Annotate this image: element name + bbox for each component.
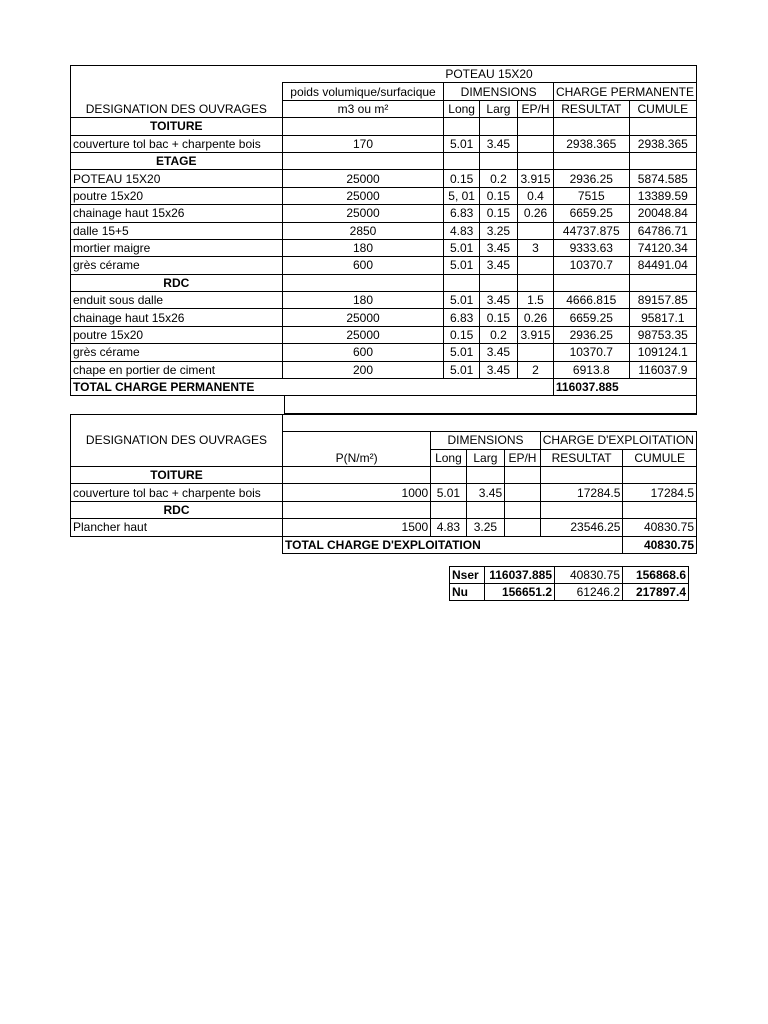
long-cell: 5.01 (444, 361, 479, 378)
resultat-cell: 2938.365 (553, 135, 629, 152)
cumule-cell: 74120.34 (629, 239, 696, 256)
designation-cell: mortier maigre (71, 239, 283, 256)
ep-cell: 3 (518, 239, 554, 256)
resultat-cell: 6659.25 (553, 205, 629, 222)
table-row (71, 484, 697, 501)
total-exploitation-label: TOTAL CHARGE D'EXPLOITATION (283, 536, 623, 553)
cumule-cell: 109124.1 (629, 344, 696, 361)
larg-cell: 0.15 (479, 309, 517, 326)
larg-cell: 3.45 (479, 239, 517, 256)
nser-q: 40830.75 (555, 567, 623, 584)
designation-cell: chainage haut 15x26 (71, 309, 283, 326)
header-ep: EP/H (518, 100, 554, 117)
header-blank (71, 66, 283, 83)
long-cell: 6.83 (444, 205, 479, 222)
empty-cell (479, 152, 517, 169)
table-row (450, 584, 689, 601)
p-cell: 1000 (283, 484, 431, 501)
poids-cell: 170 (282, 135, 444, 152)
long-cell: 5.01 (444, 292, 479, 309)
section-toiture: TOITURE (71, 466, 283, 483)
empty-cell (282, 118, 444, 135)
long-cell: 6.83 (444, 309, 479, 326)
long-cell: 5.01 (444, 239, 479, 256)
table-title: POTEAU 15X20 (282, 66, 696, 83)
designation-cell: poutre 15x20 (71, 326, 283, 343)
poids-cell: 600 (282, 344, 444, 361)
resultat-cell: 2936.25 (553, 170, 629, 187)
cumule-cell: 98753.35 (629, 326, 696, 343)
poids-cell: 2850 (282, 222, 444, 239)
empty-cell (553, 118, 629, 135)
larg-cell: 3.45 (479, 257, 517, 274)
cumule-cell: 5874.585 (629, 170, 696, 187)
ep-cell (518, 135, 554, 152)
p-cell: 1500 (283, 519, 431, 536)
cumule-cell: 13389.59 (629, 187, 696, 204)
ep-cell (505, 519, 541, 536)
cumule-cell: 40830.75 (623, 519, 697, 536)
nu-label: Nu (450, 584, 485, 601)
header-blank (283, 432, 431, 449)
larg-cell: 3.45 (479, 135, 517, 152)
designation-cell: couverture tol bac + charpente bois (71, 135, 283, 152)
empty-cell (553, 152, 629, 169)
long-cell: 5.01 (444, 135, 479, 152)
cumule-cell: 89157.85 (629, 292, 696, 309)
header-cumule: CUMULE (629, 100, 696, 117)
spacer-cell (285, 396, 697, 413)
empty-cell (518, 152, 554, 169)
header-resultat: RESULTAT (553, 100, 629, 117)
table-row (71, 239, 697, 256)
header-long: Long (431, 449, 466, 466)
cumule-cell: 20048.84 (629, 205, 696, 222)
resultat-cell: 10370.7 (553, 257, 629, 274)
designation-cell: chape en portier de ciment (71, 361, 283, 378)
resultat-cell: 7515 (553, 187, 629, 204)
ep-cell (518, 257, 554, 274)
long-cell: 4.83 (444, 222, 479, 239)
section-rdc: RDC (71, 501, 283, 518)
table-row (71, 326, 697, 343)
header-ep: EP/H (505, 449, 541, 466)
table-row (71, 135, 697, 152)
larg-cell: 3.25 (479, 222, 517, 239)
ep-cell: 1.5 (518, 292, 554, 309)
poids-cell: 600 (282, 257, 444, 274)
header-dimensions: DIMENSIONS (431, 432, 541, 449)
larg-cell: 3.45 (479, 361, 517, 378)
cumule-cell: 2938.365 (629, 135, 696, 152)
header-designation: DESIGNATION DES OUVRAGES (71, 100, 283, 117)
header-resultat: RESULTAT (540, 449, 623, 466)
larg-cell: 0.15 (479, 187, 517, 204)
header-larg: Larg (479, 100, 517, 117)
header-charge-exploitation: CHARGE D'EXPLOITATION (540, 432, 696, 449)
designation-cell: POTEAU 15X20 (71, 170, 283, 187)
designation-cell: poutre 15x20 (71, 187, 283, 204)
table-row (71, 257, 697, 274)
header-dimensions: DIMENSIONS (444, 83, 553, 100)
nser-label: Nser (450, 567, 485, 584)
empty-cell (282, 274, 444, 291)
empty-cell (629, 118, 696, 135)
long-cell: 5.01 (444, 344, 479, 361)
empty-cell (553, 274, 629, 291)
cumule-cell: 17284.5 (623, 484, 697, 501)
designation-cell: chainage haut 15x26 (71, 205, 283, 222)
resultat-cell: 6913.8 (553, 361, 629, 378)
empty-cell (444, 152, 479, 169)
section-row (71, 118, 697, 135)
designation-cell: dalle 15+5 (71, 222, 283, 239)
poids-cell: 25000 (282, 170, 444, 187)
spacer-table (70, 396, 697, 413)
larg-cell: 3.25 (466, 519, 505, 536)
header-blank (283, 414, 697, 431)
cumule-cell: 84491.04 (629, 257, 696, 274)
header-designation: DESIGNATION DES OUVRAGES (71, 432, 283, 449)
ep-cell (518, 222, 554, 239)
ep-cell (518, 344, 554, 361)
poids-cell: 25000 (282, 326, 444, 343)
long-cell: 0.15 (444, 170, 479, 187)
larg-cell: 3.45 (479, 292, 517, 309)
designation-cell: grès cérame (71, 344, 283, 361)
total-exploitation-value: 40830.75 (623, 536, 697, 553)
empty-cell (283, 466, 431, 483)
resultat-cell: 23546.25 (540, 519, 623, 536)
table-row (71, 344, 697, 361)
table-row (450, 567, 689, 584)
cumule-cell: 95817.1 (629, 309, 696, 326)
exploitation-load-table (70, 414, 697, 554)
header-long: Long (444, 100, 479, 117)
resultat-cell: 6659.25 (553, 309, 629, 326)
header-cumule: CUMULE (623, 449, 697, 466)
table-row (71, 519, 697, 536)
header-blank (71, 414, 283, 431)
poids-cell: 25000 (282, 205, 444, 222)
ep-cell: 3.915 (518, 326, 554, 343)
designation-cell: Plancher haut (71, 519, 283, 536)
ep-cell (505, 484, 541, 501)
poids-cell: 180 (282, 239, 444, 256)
resultat-cell: 10370.7 (553, 344, 629, 361)
nu-total: 217897.4 (623, 584, 689, 601)
section-row (71, 152, 697, 169)
header-poids: poids volumique/surfacique (282, 83, 444, 100)
empty-cell (479, 274, 517, 291)
total-permanente-label: TOTAL CHARGE PERMANENTE (71, 379, 554, 396)
empty-cell (518, 274, 554, 291)
long-cell: 4.83 (431, 519, 466, 536)
table-row (71, 292, 697, 309)
resultat-cell: 17284.5 (540, 484, 623, 501)
long-cell: 0.15 (444, 326, 479, 343)
resultat-cell: 44737.875 (553, 222, 629, 239)
larg-cell: 0.15 (479, 205, 517, 222)
cumule-cell: 116037.9 (629, 361, 696, 378)
empty-cell (629, 274, 696, 291)
header-blank (71, 83, 283, 100)
section-row (71, 274, 697, 291)
ep-cell: 2 (518, 361, 554, 378)
larg-cell: 0.2 (479, 326, 517, 343)
larg-cell: 3.45 (479, 344, 517, 361)
empty-cell (283, 501, 431, 518)
resultat-cell: 2936.25 (553, 326, 629, 343)
total-permanente-value: 116037.885 (553, 379, 696, 396)
section-toiture-label: TOITURE (71, 118, 283, 135)
empty-cell (479, 118, 517, 135)
resultat-cell: 9333.63 (553, 239, 629, 256)
table-row (71, 205, 697, 222)
empty-cell (282, 152, 444, 169)
header-charge-permanente: CHARGE PERMANENTE (553, 83, 696, 100)
section-rdc-label: RDC (71, 274, 283, 291)
nu-g: 156651.2 (485, 584, 555, 601)
designation-cell: couverture tol bac + charpente bois (71, 484, 283, 501)
nu-q: 61246.2 (555, 584, 623, 601)
poids-cell: 200 (282, 361, 444, 378)
spacer-cell (70, 396, 285, 413)
empty-cell (444, 274, 479, 291)
empty-cell (71, 536, 283, 553)
section-etage-label: ETAGE (71, 152, 283, 169)
table-row (71, 309, 697, 326)
empty-cell (629, 152, 696, 169)
permanent-load-table (70, 65, 697, 396)
poids-cell: 180 (282, 292, 444, 309)
total-row (71, 379, 697, 396)
spreadsheet-sheet (70, 65, 697, 554)
ep-cell: 0.4 (518, 187, 554, 204)
nser-g: 116037.885 (485, 567, 555, 584)
long-cell: 5.01 (444, 257, 479, 274)
table-row (71, 187, 697, 204)
summary-table (449, 566, 689, 601)
larg-cell: 0.2 (479, 170, 517, 187)
table-row (71, 222, 697, 239)
resultat-cell: 4666.815 (553, 292, 629, 309)
header-unit: m3 ou m² (282, 100, 444, 117)
larg-cell: 3.45 (466, 484, 505, 501)
table-row (71, 170, 697, 187)
empty-cell (444, 118, 479, 135)
long-cell: 5.01 (431, 484, 466, 501)
header-p: P(N/m²) (283, 449, 431, 466)
ep-cell: 3.915 (518, 170, 554, 187)
ep-cell: 0.26 (518, 205, 554, 222)
designation-cell: grès cérame (71, 257, 283, 274)
poids-cell: 25000 (282, 309, 444, 326)
table-row (71, 361, 697, 378)
ep-cell: 0.26 (518, 309, 554, 326)
cumule-cell: 64786.71 (629, 222, 696, 239)
poids-cell: 25000 (282, 187, 444, 204)
empty-cell (518, 118, 554, 135)
header-larg: Larg (466, 449, 505, 466)
nser-total: 156868.6 (623, 567, 689, 584)
long-cell: 5, 01 (444, 187, 479, 204)
designation-cell: enduit sous dalle (71, 292, 283, 309)
header-blank (71, 449, 283, 466)
